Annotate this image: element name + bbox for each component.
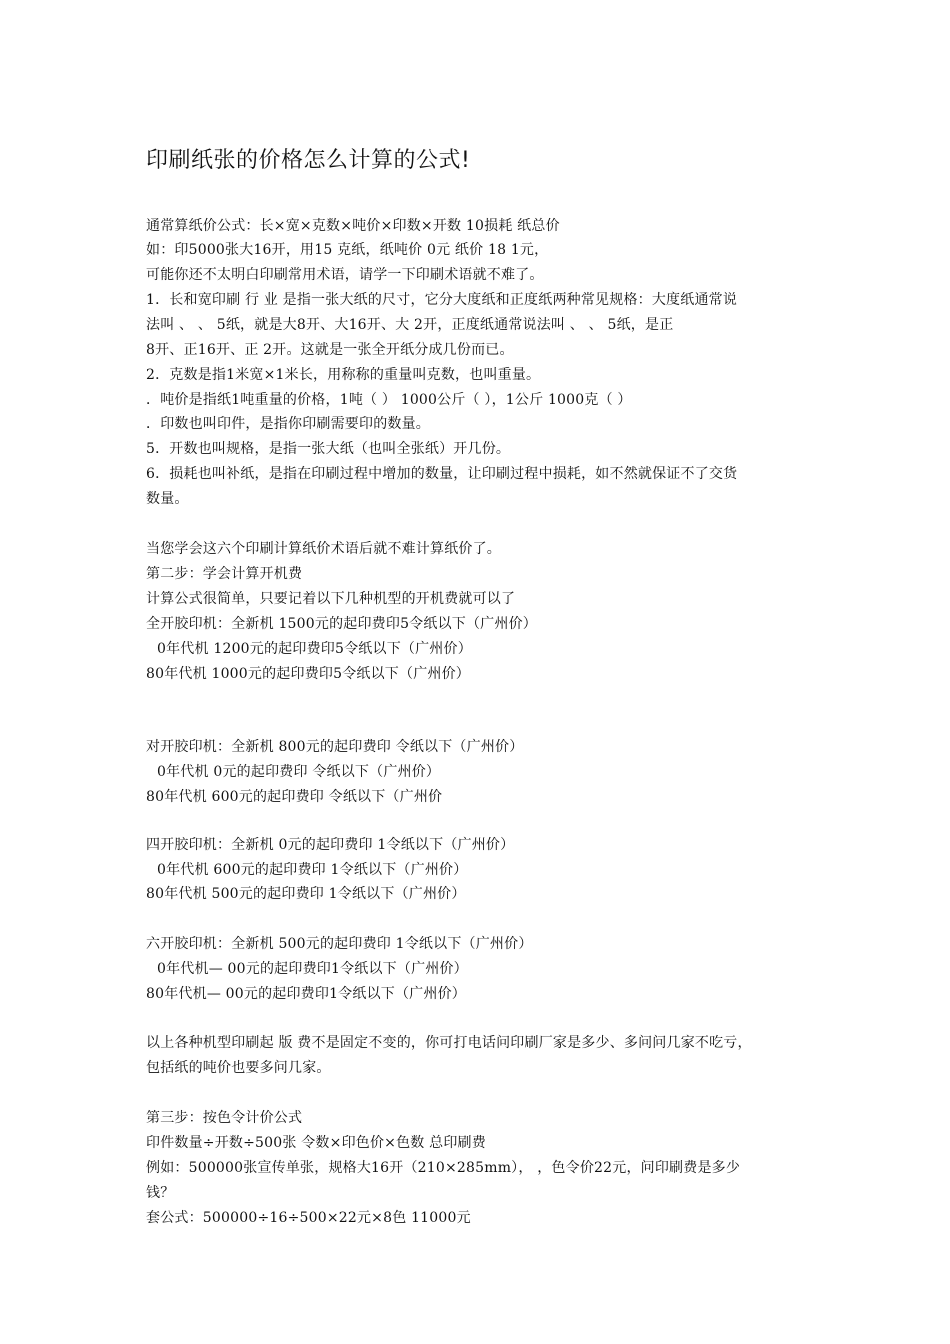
- text-line: 1．长和宽印刷 行 业 是指一张大纸的尺寸，它分大度纸和正度纸两种常见规格：大度纸通常说: [146, 292, 738, 308]
- text-line: 计算公式很简单，只要记着以下几种机型的开机费就可以了: [146, 591, 516, 607]
- text-line: 0年代机 0元的起印费印 令纸以下（广州价）: [157, 764, 441, 780]
- text-line: 包括纸的吨价也要多问几家。: [146, 1060, 331, 1076]
- text-line: 例如：500000张宣传单张，规格大16开（210×285mm）， ，色令价22元，问印刷费是多少: [146, 1160, 741, 1176]
- text-line: 全开胶印机：全新机 1500元的起印费印5令纸以下（广州价）: [146, 616, 537, 632]
- text-line: ．印数也叫印件，是指你印刷需要印的数量。: [146, 416, 430, 432]
- text-line: 对开胶印机：全新机 800元的起印费印 令纸以下（广州价）: [146, 739, 524, 755]
- text-line: 80年代机 1000元的起印费印5令纸以下（广州价）: [146, 666, 470, 682]
- text-line: 第二步：学会计算开机费: [146, 566, 303, 582]
- text-line: 四开胶印机：全新机 0元的起印费印 1令纸以下（广州价）: [146, 837, 515, 853]
- text-line: 数量。: [146, 491, 189, 507]
- text-line: 法叫 、 、 5纸，就是大8开、大16开、大 2开，正度纸通常说法叫 、 、 5纸，是正: [146, 317, 674, 333]
- text-line: 6．损耗也叫补纸，是指在印刷过程中增加的数量，让印刷过程中损耗，如不然就保证不了交货: [146, 466, 738, 482]
- text-line: 第三步：按色令计价公式: [146, 1110, 303, 1126]
- text-line: 以上各种机型印刷起 版 费不是固定不变的，你可打电话问印刷厂家是多少、多问问几家不吃亏，: [146, 1035, 752, 1051]
- text-line: 5．开数也叫规格，是指一张大纸（也叫全张纸）开几份。: [146, 441, 511, 457]
- text-line: 0年代机 1200元的起印费印5令纸以下（广州价）: [157, 641, 472, 657]
- text-line: 2．克数是指1米宽×1米长，用称称的重量叫克数，也叫重量。: [146, 367, 541, 383]
- text-line: 印件数量÷开数÷500张 令数×印色价×色数 总印刷费: [146, 1135, 486, 1151]
- text-line: 80年代机— 00元的起印费印1令纸以下（广州价）: [146, 986, 466, 1002]
- text-line: 0年代机 600元的起印费印 1令纸以下（广州价）: [157, 862, 468, 878]
- text-line: 钱？: [146, 1185, 175, 1201]
- text-line: 六开胶印机：全新机 500元的起印费印 1令纸以下（广州价）: [146, 936, 533, 952]
- text-line: 8开、正16开、正 2开。这就是一张全开纸分成几份而已。: [146, 342, 514, 358]
- text-line: 80年代机 600元的起印费印 令纸以下（广州价: [146, 789, 443, 805]
- text-line: 0年代机— 00元的起印费印1令纸以下（广州价）: [157, 961, 468, 977]
- text-line: 当您学会这六个印刷计算纸价术语后就不难计算纸价了。: [146, 541, 501, 557]
- page-title: 印刷纸张的价格怎么计算的公式!: [146, 148, 471, 173]
- text-line: 套公式：500000÷16÷500×22元×8色 11000元: [146, 1210, 471, 1226]
- text-line: ．吨价是指纸1吨重量的价格，1吨（ ） 1000公斤（ ），1公斤 1000克（ ）: [146, 392, 632, 408]
- text-line: 通常算纸价公式：长×宽×克数×吨价×印数×开数 10损耗 纸总价: [146, 218, 560, 234]
- text-line: 80年代机 500元的起印费印 1令纸以下（广州价）: [146, 886, 466, 902]
- text-line: 可能你还不太明白印刷常用术语，请学一下印刷术语就不难了。: [146, 267, 544, 283]
- text-line: 如：印5000张大16开，用15 克纸，纸吨价 0元 纸价 18 1元，: [146, 242, 549, 258]
